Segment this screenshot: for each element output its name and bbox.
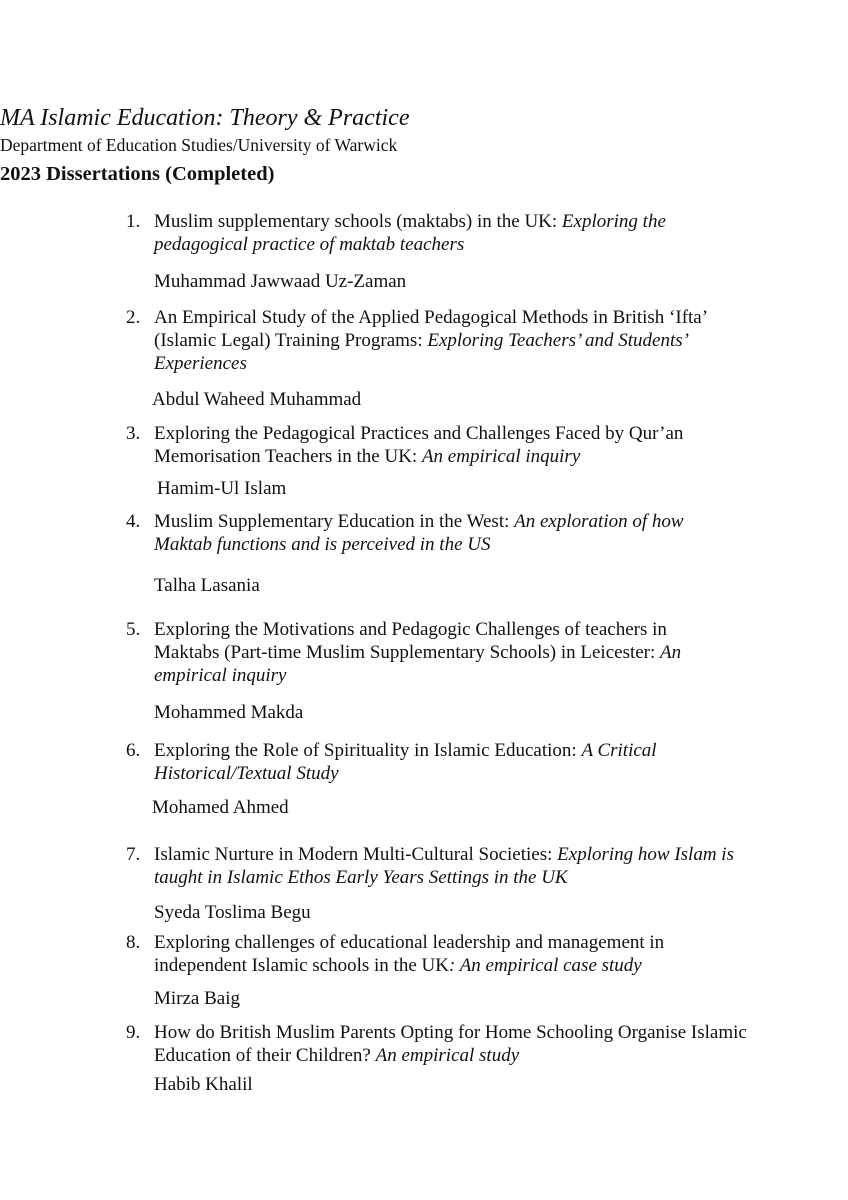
- item-number: 4.: [126, 511, 141, 532]
- author-name: Mohamed Ahmed: [152, 797, 289, 818]
- item-number: 2.: [126, 307, 141, 328]
- dissertation-title: [154, 306, 754, 375]
- dissertation-title: [154, 510, 724, 556]
- item-number: 8.: [126, 932, 141, 953]
- title-subtitle: : An empirical case study: [448, 955, 642, 976]
- item-number: 7.: [126, 844, 141, 865]
- author-name: Muhammad Jawwaad Uz-Zaman: [154, 271, 407, 292]
- author-name: Mirza Baig: [154, 988, 241, 1009]
- author-name: Hamim-Ul Islam: [157, 478, 287, 499]
- title-main: Exploring the Role of Spirituality in Islamic Education:: [154, 740, 582, 761]
- title-main: Exploring challenges of educational leadership and management in independent Islamic schools in the UK: [154, 932, 665, 976]
- author-name: Abdul Waheed Muhammad: [152, 389, 362, 410]
- dissertation-title: [154, 1021, 754, 1067]
- author-name: Habib Khalil: [154, 1074, 253, 1095]
- author-name: Talha Lasania: [154, 575, 260, 596]
- item-number: 5.: [126, 619, 141, 640]
- author-name: Syeda Toslima Begu: [154, 902, 311, 923]
- dissertation-title: [154, 739, 699, 785]
- item-number: 3.: [126, 423, 141, 444]
- author-name: Mohammed Makda: [154, 702, 304, 723]
- title-subtitle: Exploring how Islam is taught in Islamic Ethos Early Years Settings in the UK: [154, 844, 734, 888]
- dissertation-title: [154, 618, 719, 687]
- item-number: 6.: [126, 740, 141, 761]
- title-main: Exploring the Pedagogical Practices and Challenges Faced by Qur’an Memorisation Teachers in the UK:: [154, 423, 684, 467]
- title-main: Muslim Supplementary Education in the West:: [154, 511, 515, 532]
- title-subtitle: Exploring Teachers’ and Students’ Experiences: [154, 330, 687, 374]
- dissertation-title: [154, 422, 729, 468]
- title-main: Exploring the Motivations and Pedagogic Challenges of teachers in Maktabs (Part-time Muslim Supplementary Schools) in Leicester:: [154, 619, 667, 663]
- item-number: 9.: [126, 1022, 141, 1043]
- item-number: 1.: [126, 211, 141, 232]
- title-subtitle: A Critical Historical/Textual Study: [154, 740, 657, 784]
- title-subtitle: An empirical inquiry: [421, 446, 581, 467]
- department-line: Department of Education Studies/University of Warwick: [0, 135, 398, 155]
- dissertation-title: [154, 843, 764, 889]
- title-main: An Empirical Study of the Applied Pedagogical Methods in British ‘Ifta’ (Islamic Legal) Training Programs:: [154, 307, 707, 351]
- list-heading: 2023 Dissertations (Completed): [0, 163, 275, 185]
- dissertation-title: [154, 210, 764, 256]
- title-main: How do British Muslim Parents Opting for Home Schooling Organise Islamic Education of their Children?: [154, 1022, 747, 1066]
- dissertation-title: [154, 931, 714, 977]
- title-main: Muslim supplementary schools (maktabs) in the UK:: [154, 211, 562, 232]
- title-main: Islamic Nurture in Modern Multi-Cultural Societies:: [154, 844, 558, 865]
- title-subtitle: An empirical inquiry: [154, 642, 682, 686]
- title-subtitle: Exploring the pedagogical practice of maktab teachers: [154, 211, 666, 255]
- title-subtitle: An empirical study: [375, 1045, 520, 1066]
- title-subtitle: An exploration of how Maktab functions and is perceived in the US: [154, 511, 684, 555]
- programme-title: MA Islamic Education: Theory & Practice: [0, 105, 410, 131]
